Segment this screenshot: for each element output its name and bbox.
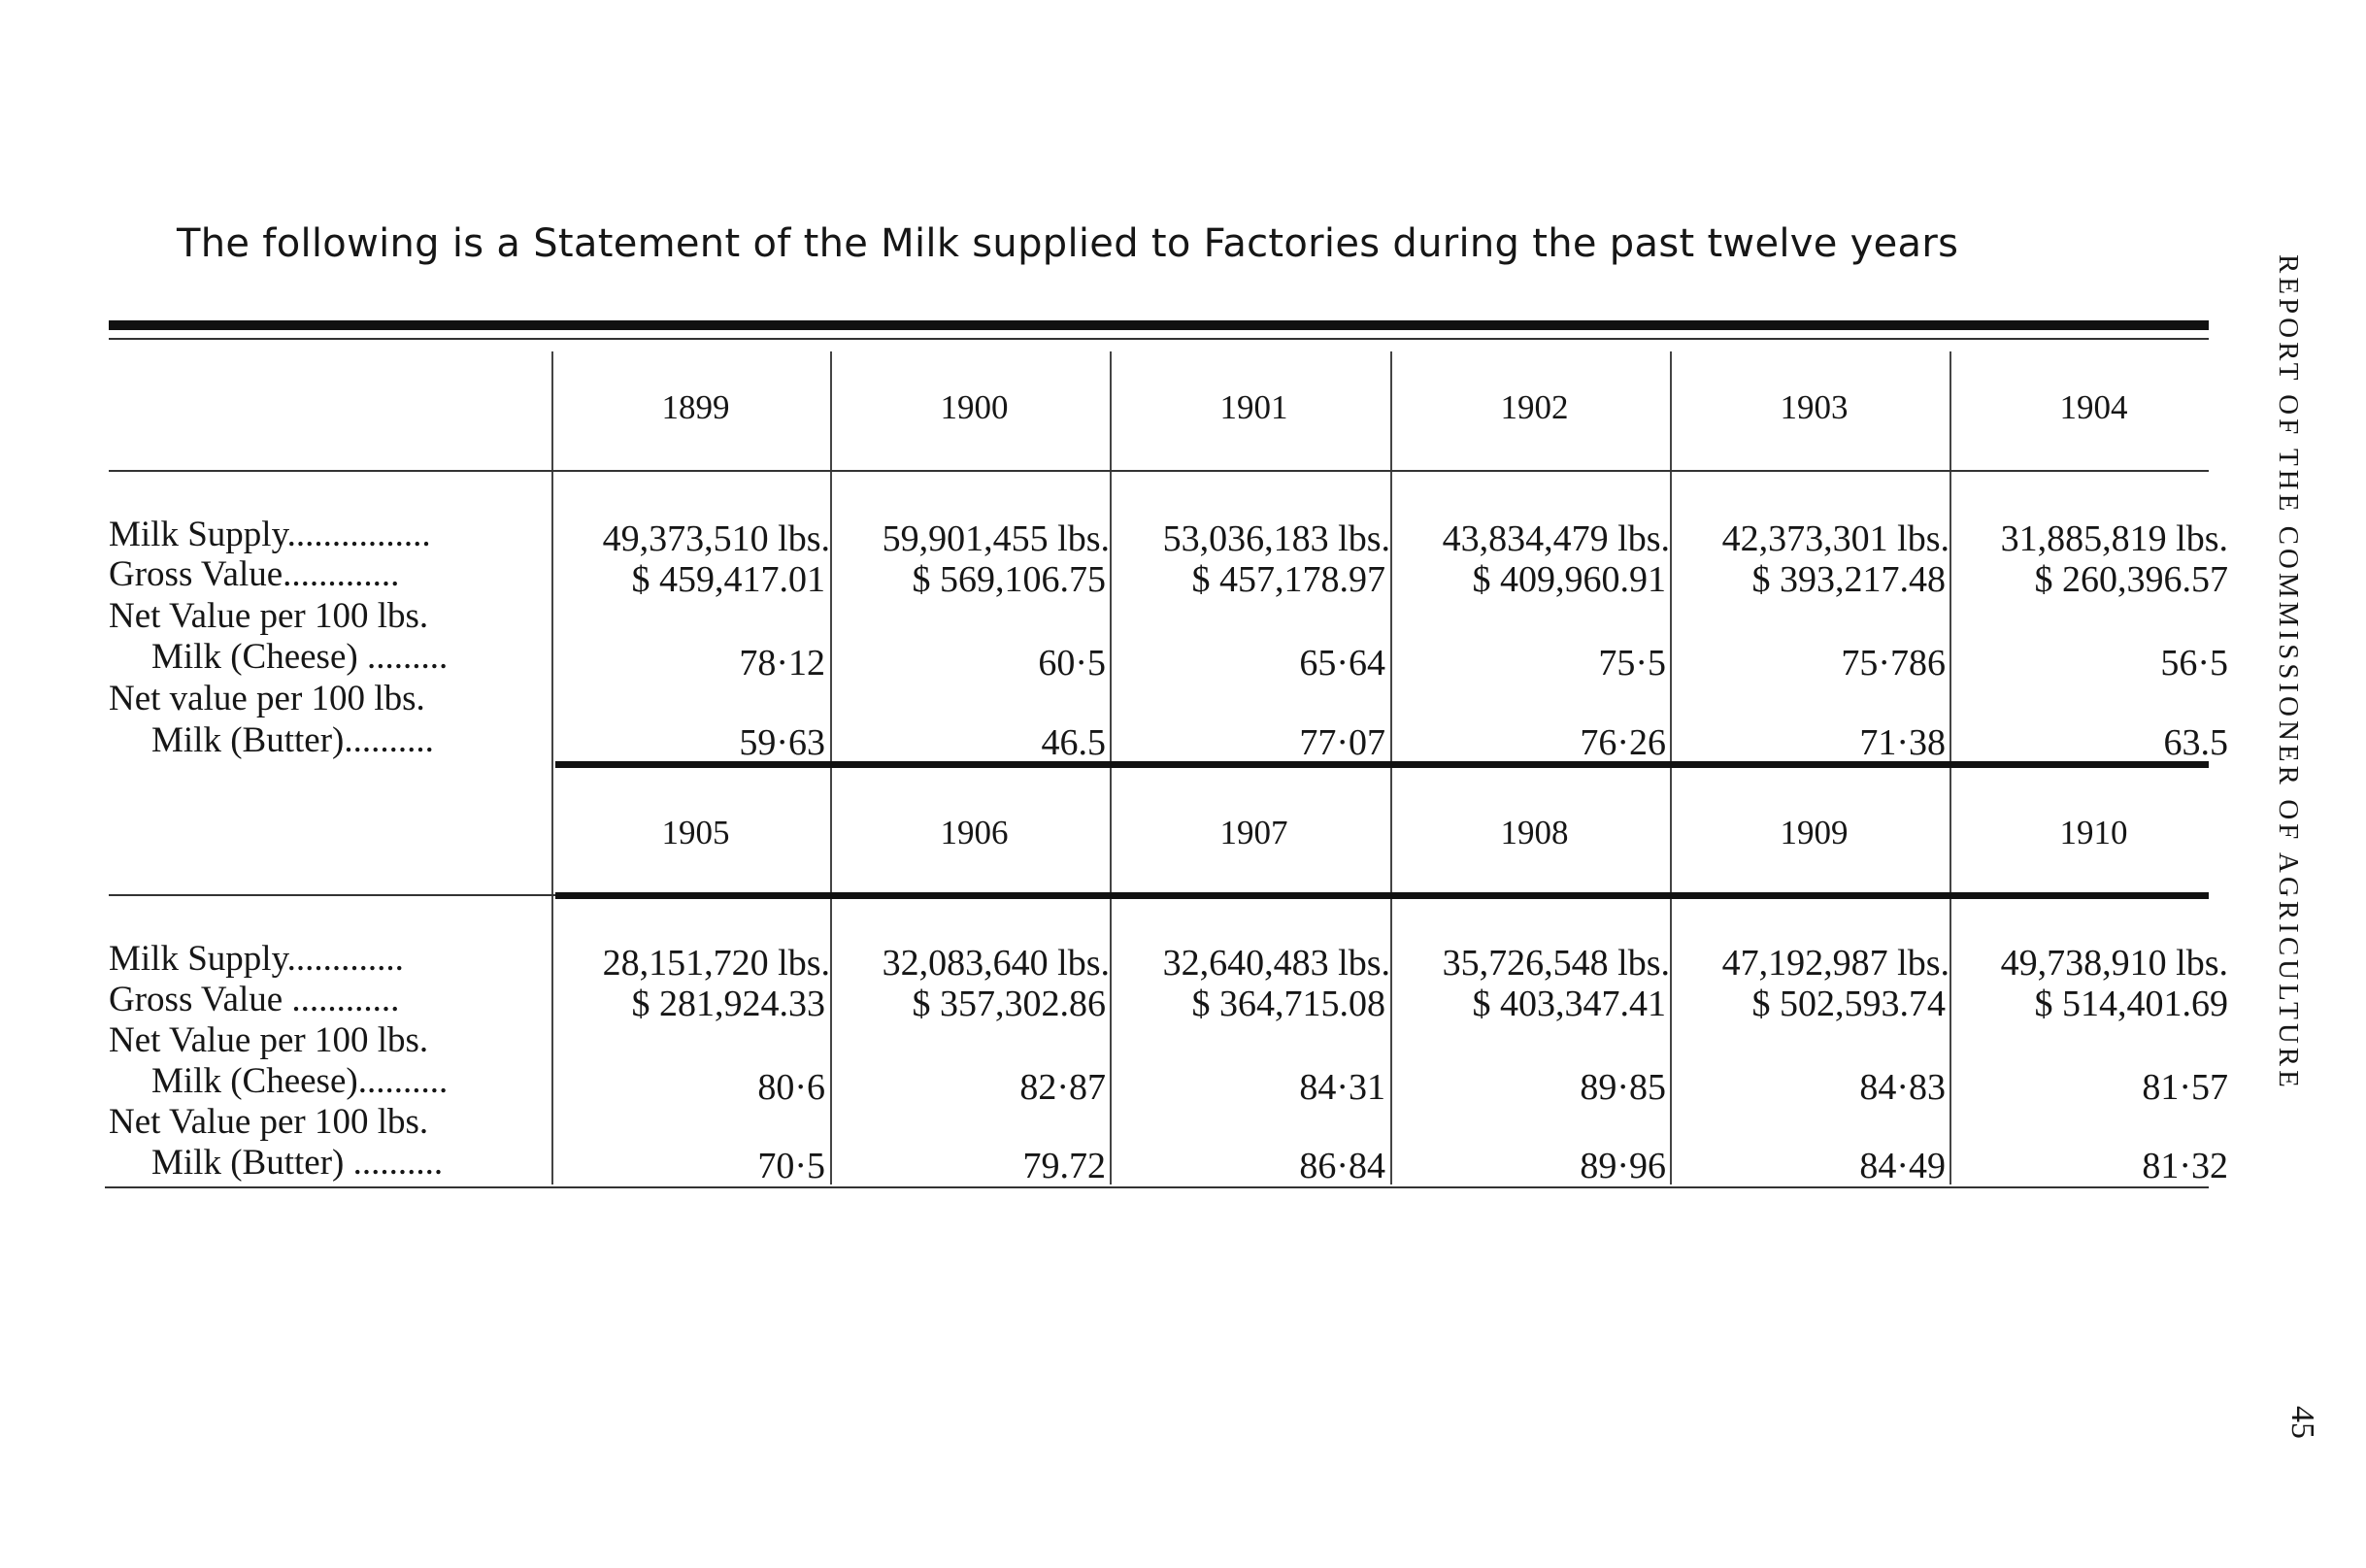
column-divider (830, 351, 832, 1184)
net-cheese-cell: 75·5 (1598, 643, 1666, 684)
column-divider (1670, 351, 1672, 1184)
net-butter-cell: 59·63 (739, 722, 825, 763)
year-header: 1904 (2059, 388, 2128, 426)
milk-supply-cell: 32,640,483 lbs. (1162, 943, 1390, 984)
net-butter-cell: 76·26 (1580, 722, 1666, 763)
column-divider (551, 351, 553, 1184)
year-header: 1901 (1219, 388, 1288, 426)
column-divider (1949, 351, 1951, 1184)
milk-supply-cell: 43,834,479 lbs. (1442, 518, 1670, 559)
net-butter-cell: 63.5 (2163, 722, 2228, 763)
net-butter-cell: 70·5 (757, 1146, 825, 1186)
milk-supply-cell: 28,151,720 lbs. (602, 943, 830, 984)
milk-supply-cell: 59,901,455 lbs. (882, 518, 1110, 559)
gross-value-cell: $ 281,924.33 (631, 984, 825, 1024)
net-butter-cell: 77·07 (1299, 722, 1385, 763)
row-label-gross-value: Gross Value ............ (109, 980, 400, 1019)
year-header: 1905 (661, 814, 730, 851)
column-divider (1110, 351, 1112, 1184)
net-butter-cell: 89·96 (1580, 1146, 1666, 1186)
net-cheese-cell: 81·57 (2142, 1067, 2228, 1108)
row-label-net-value-butter: Milk (Butter).......... (151, 720, 434, 760)
block2-thick-rule (555, 892, 2209, 899)
net-cheese-cell: 89·85 (1580, 1067, 1666, 1108)
gross-value-cell: $ 409,960.91 (1472, 559, 1666, 600)
net-butter-cell: 81·32 (2142, 1146, 2228, 1186)
milk-supply-cell: 47,192,987 lbs. (1721, 943, 1949, 984)
year-header: 1906 (940, 814, 1009, 851)
gross-value-cell: $ 393,217.48 (1751, 559, 1946, 600)
header-underline (109, 470, 2209, 472)
bottom-rule (105, 1186, 2209, 1188)
net-butter-cell: 79.72 (1022, 1146, 1106, 1186)
year-header: 1899 (661, 388, 730, 426)
gross-value-cell: $ 502,593.74 (1751, 984, 1946, 1024)
net-butter-cell: 86·84 (1299, 1146, 1385, 1186)
row-label-net-value-cheese: Milk (Cheese).......... (151, 1061, 449, 1101)
net-cheese-cell: 84·31 (1299, 1067, 1385, 1108)
year-header: 1909 (1780, 814, 1849, 851)
gross-value-cell: $ 514,401.69 (2034, 984, 2228, 1024)
year-header: 1910 (2059, 814, 2128, 851)
milk-supply-cell: 31,885,819 lbs. (2000, 518, 2228, 559)
net-cheese-cell: 56·5 (2160, 643, 2228, 684)
milk-supply-cell: 49,373,510 lbs. (602, 518, 830, 559)
row-label-net-value-butter: Net value per 100 lbs. (109, 679, 425, 718)
gross-value-cell: $ 569,106.75 (912, 559, 1106, 600)
net-butter-cell: 84·49 (1859, 1146, 1946, 1186)
net-cheese-cell: 80·6 (757, 1067, 825, 1108)
net-cheese-cell: 78·12 (739, 643, 825, 684)
running-header: REPORT OF THE COMMISSIONER OF AGRICULTURE (2273, 254, 2304, 1091)
row-label-milk-supply: Milk Supply............. (109, 939, 404, 979)
row-label-milk-supply: Milk Supply................ (109, 515, 431, 554)
year-header: 1903 (1780, 388, 1849, 426)
net-cheese-cell: 65·64 (1299, 643, 1385, 684)
row-label-net-value-butter: Net Value per 100 lbs. (109, 1102, 429, 1142)
net-cheese-cell: 75·786 (1841, 643, 1946, 684)
milk-supply-cell: 42,373,301 lbs. (1721, 518, 1949, 559)
year-header: 1902 (1500, 388, 1569, 426)
milk-supply-cell: 53,036,183 lbs. (1162, 518, 1390, 559)
gross-value-cell: $ 403,347.41 (1472, 984, 1666, 1024)
top-thin-rule (109, 338, 2209, 340)
row-label-net-value-cheese: Net Value per 100 lbs. (109, 1020, 429, 1060)
milk-supply-cell: 32,083,640 lbs. (882, 943, 1110, 984)
gross-value-cell: $ 357,302.86 (912, 984, 1106, 1024)
milk-supply-cell: 49,738,910 lbs. (2000, 943, 2228, 984)
row-label-net-value-butter: Milk (Butter) .......... (151, 1143, 444, 1183)
header-underline (109, 894, 555, 896)
gross-value-cell: $ 260,396.57 (2034, 559, 2228, 600)
net-butter-cell: 71·38 (1859, 722, 1946, 763)
year-header: 1900 (940, 388, 1009, 426)
row-label-net-value-cheese: Net Value per 100 lbs. (109, 596, 429, 636)
net-cheese-cell: 82·87 (1019, 1067, 1106, 1108)
page-title: The following is a Statement of the Milk supplied to Factories during the past twelve years (177, 221, 1959, 266)
row-label-gross-value: Gross Value............. (109, 554, 400, 594)
net-butter-cell: 46.5 (1041, 722, 1106, 763)
gross-value-cell: $ 364,715.08 (1191, 984, 1385, 1024)
year-header: 1907 (1219, 814, 1288, 851)
year-header: 1908 (1500, 814, 1569, 851)
top-thick-rule (109, 320, 2209, 330)
gross-value-cell: $ 459,417.01 (631, 559, 825, 600)
net-cheese-cell: 84·83 (1859, 1067, 1946, 1108)
page-number: 45 (2284, 1406, 2320, 1439)
net-cheese-cell: 60·5 (1038, 643, 1106, 684)
milk-supply-cell: 35,726,548 lbs. (1442, 943, 1670, 984)
column-divider (1390, 351, 1392, 1184)
row-label-net-value-cheese: Milk (Cheese) ......... (151, 637, 449, 677)
gross-value-cell: $ 457,178.97 (1191, 559, 1385, 600)
